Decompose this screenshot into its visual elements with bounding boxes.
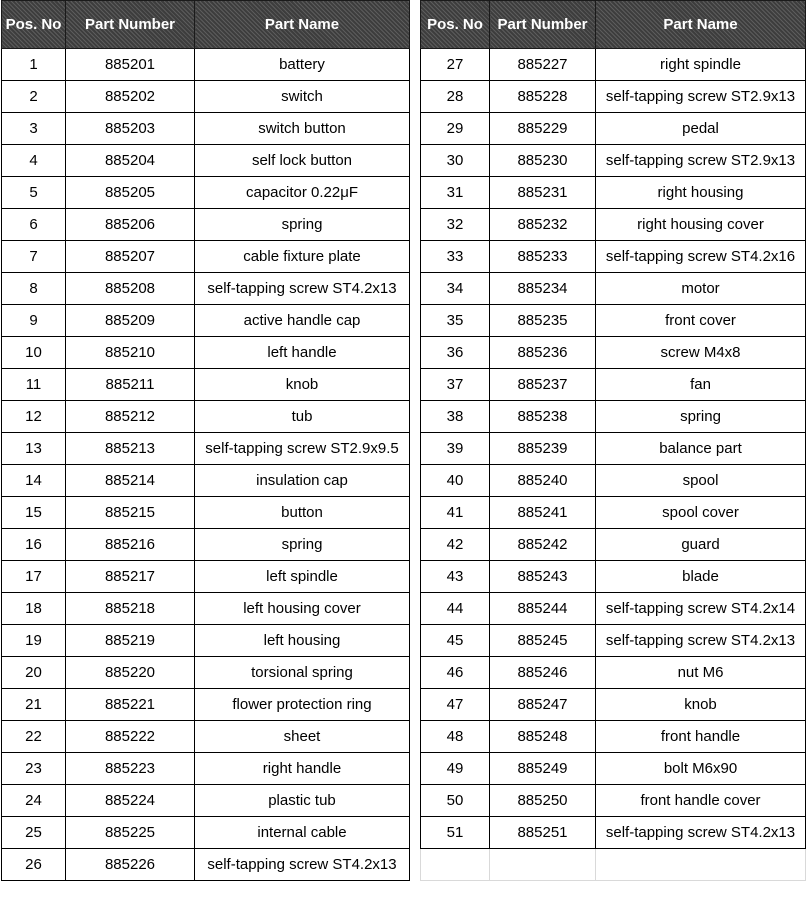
part-name-cell: flower protection ring [195, 689, 410, 721]
empty-cell [421, 849, 490, 881]
part-number-cell: 885222 [66, 721, 195, 753]
pos-no-cell: 30 [421, 145, 490, 177]
empty-cell [596, 849, 806, 881]
part-name-cell: front cover [596, 305, 806, 337]
pos-no-cell: 40 [421, 465, 490, 497]
pos-no-cell: 18 [2, 593, 66, 625]
pos-no-cell: 27 [421, 49, 490, 81]
pos-no-cell: 21 [2, 689, 66, 721]
part-name-cell: balance part [596, 433, 806, 465]
part-name-cell: right handle [195, 753, 410, 785]
part-number-cell: 885224 [66, 785, 195, 817]
part-name-cell: spring [195, 529, 410, 561]
part-name-cell: blade [596, 561, 806, 593]
table-row [2, 817, 410, 849]
header-row [421, 1, 806, 49]
part-name-cell: spool [596, 465, 806, 497]
part-number-cell: 885230 [490, 145, 596, 177]
part-number-cell: 885240 [490, 465, 596, 497]
part-name-cell: battery [195, 49, 410, 81]
table-row [2, 305, 410, 337]
pos-no-cell: 51 [421, 817, 490, 849]
pos-no-cell: 23 [2, 753, 66, 785]
pos-no-cell: 26 [2, 849, 66, 881]
pos-no-cell: 36 [421, 337, 490, 369]
pos-no-cell: 25 [2, 817, 66, 849]
part-number-cell: 885246 [490, 657, 596, 689]
part-number-cell: 885239 [490, 433, 596, 465]
table-row [2, 81, 410, 113]
table-row [421, 593, 806, 625]
part-name-cell: plastic tub [195, 785, 410, 817]
pos-no-cell: 43 [421, 561, 490, 593]
part-name-cell: screw M4x8 [596, 337, 806, 369]
pos-no-cell: 4 [2, 145, 66, 177]
pos-no-cell: 20 [2, 657, 66, 689]
part-name-cell: capacitor 0.22μF [195, 177, 410, 209]
part-number-cell: 885245 [490, 625, 596, 657]
pos-no-cell: 42 [421, 529, 490, 561]
part-number-cell: 885227 [490, 49, 596, 81]
table-row [2, 49, 410, 81]
part-number-cell: 885247 [490, 689, 596, 721]
pos-no-cell: 41 [421, 497, 490, 529]
part-number-cell: 885218 [66, 593, 195, 625]
pos-no-cell: 39 [421, 433, 490, 465]
part-name-cell: right housing cover [596, 209, 806, 241]
part-number-cell: 885203 [66, 113, 195, 145]
part-number-cell: 885217 [66, 561, 195, 593]
table-row [421, 145, 806, 177]
part-number-cell: 885236 [490, 337, 596, 369]
part-number-cell: 885231 [490, 177, 596, 209]
part-name-cell: active handle cap [195, 305, 410, 337]
table-row [2, 273, 410, 305]
part-name-header: Part Name [195, 1, 410, 49]
part-number-cell: 885206 [66, 209, 195, 241]
part-number-cell: 885223 [66, 753, 195, 785]
part-name-cell: fan [596, 369, 806, 401]
table-row [421, 465, 806, 497]
table-row [421, 401, 806, 433]
part-name-cell: switch [195, 81, 410, 113]
pos-no-cell: 11 [2, 369, 66, 401]
table-row [421, 305, 806, 337]
table-row [2, 721, 410, 753]
pos-no-cell: 32 [421, 209, 490, 241]
pos-no-cell: 17 [2, 561, 66, 593]
pos-no-cell: 1 [2, 49, 66, 81]
part-name-cell: knob [195, 369, 410, 401]
pos-no-cell: 16 [2, 529, 66, 561]
part-number-cell: 885250 [490, 785, 596, 817]
pos-no-cell: 35 [421, 305, 490, 337]
part-number-cell: 885251 [490, 817, 596, 849]
table-row [421, 689, 806, 721]
empty-cell [490, 849, 596, 881]
pos-no-header: Pos. No [2, 1, 66, 49]
table-row [421, 433, 806, 465]
table-row [2, 849, 410, 881]
table-row [2, 657, 410, 689]
table-row [2, 497, 410, 529]
header-row [2, 1, 410, 49]
part-name-cell: front handle [596, 721, 806, 753]
part-name-cell: front handle cover [596, 785, 806, 817]
part-name-cell: self-tapping screw ST4.2x16 [596, 241, 806, 273]
part-number-cell: 885242 [490, 529, 596, 561]
pos-no-cell: 6 [2, 209, 66, 241]
part-number-cell: 885243 [490, 561, 596, 593]
table-row [2, 689, 410, 721]
part-number-cell: 885228 [490, 81, 596, 113]
table-row [2, 593, 410, 625]
pos-no-cell: 10 [2, 337, 66, 369]
pos-no-cell: 12 [2, 401, 66, 433]
pos-no-cell: 46 [421, 657, 490, 689]
table-row [421, 721, 806, 753]
table-row [421, 561, 806, 593]
part-name-cell: left handle [195, 337, 410, 369]
part-number-cell: 885216 [66, 529, 195, 561]
part-name-cell: spring [195, 209, 410, 241]
table-row [421, 817, 806, 849]
part-number-cell: 885212 [66, 401, 195, 433]
table-row [421, 209, 806, 241]
part-name-cell: button [195, 497, 410, 529]
part-number-cell: 885241 [490, 497, 596, 529]
table-row [2, 529, 410, 561]
part-number-cell: 885207 [66, 241, 195, 273]
part-name-cell: right housing [596, 177, 806, 209]
part-name-cell: switch button [195, 113, 410, 145]
table-row [421, 241, 806, 273]
pos-no-cell: 50 [421, 785, 490, 817]
part-number-cell: 885213 [66, 433, 195, 465]
table-row [421, 49, 806, 81]
part-number-cell: 885205 [66, 177, 195, 209]
table-row [421, 273, 806, 305]
pos-no-cell: 5 [2, 177, 66, 209]
part-number-cell: 885249 [490, 753, 596, 785]
part-name-cell: knob [596, 689, 806, 721]
table-row [2, 625, 410, 657]
part-name-cell: self-tapping screw ST2.9x13 [596, 145, 806, 177]
table-row [2, 785, 410, 817]
pos-no-cell: 34 [421, 273, 490, 305]
pos-no-cell: 24 [2, 785, 66, 817]
table-row [2, 753, 410, 785]
pos-no-cell: 38 [421, 401, 490, 433]
part-name-cell: sheet [195, 721, 410, 753]
table-row [421, 81, 806, 113]
part-name-cell: bolt M6x90 [596, 753, 806, 785]
pos-no-cell: 47 [421, 689, 490, 721]
part-name-cell: right spindle [596, 49, 806, 81]
empty-row [421, 849, 806, 881]
part-name-cell: cable fixture plate [195, 241, 410, 273]
table-row [2, 177, 410, 209]
part-number-cell: 885235 [490, 305, 596, 337]
part-name-cell: guard [596, 529, 806, 561]
pos-no-cell: 14 [2, 465, 66, 497]
table-row [2, 209, 410, 241]
table-row [421, 657, 806, 689]
part-number-cell: 885234 [490, 273, 596, 305]
table-row [2, 241, 410, 273]
part-number-cell: 885208 [66, 273, 195, 305]
part-number-cell: 885209 [66, 305, 195, 337]
part-number-cell: 885238 [490, 401, 596, 433]
table-body-left [2, 49, 410, 881]
pos-no-cell: 13 [2, 433, 66, 465]
part-name-cell: pedal [596, 113, 806, 145]
parts-table-right [420, 0, 806, 881]
table-row [2, 561, 410, 593]
table-row [421, 177, 806, 209]
table-row [421, 113, 806, 145]
pos-no-cell: 15 [2, 497, 66, 529]
part-name-cell: internal cable [195, 817, 410, 849]
part-name-cell: self-tapping screw ST4.2x14 [596, 593, 806, 625]
part-number-cell: 885229 [490, 113, 596, 145]
part-number-cell: 885204 [66, 145, 195, 177]
pos-no-cell: 48 [421, 721, 490, 753]
pos-no-cell: 31 [421, 177, 490, 209]
part-number-cell: 885244 [490, 593, 596, 625]
part-number-cell: 885232 [490, 209, 596, 241]
part-number-cell: 885215 [66, 497, 195, 529]
table-row [421, 369, 806, 401]
part-name-cell: tub [195, 401, 410, 433]
pos-no-cell: 8 [2, 273, 66, 305]
part-name-cell: left housing [195, 625, 410, 657]
pos-no-cell: 29 [421, 113, 490, 145]
pos-no-cell: 28 [421, 81, 490, 113]
part-number-cell: 885211 [66, 369, 195, 401]
part-number-cell: 885248 [490, 721, 596, 753]
part-number-cell: 885219 [66, 625, 195, 657]
part-number-cell: 885214 [66, 465, 195, 497]
part-name-cell: motor [596, 273, 806, 305]
table-row [421, 753, 806, 785]
part-number-cell: 885220 [66, 657, 195, 689]
part-name-cell: self-tapping screw ST4.2x13 [596, 625, 806, 657]
pos-no-cell: 44 [421, 593, 490, 625]
table-row [421, 785, 806, 817]
pos-no-cell: 19 [2, 625, 66, 657]
table-row [2, 465, 410, 497]
pos-no-cell: 9 [2, 305, 66, 337]
table-row [2, 401, 410, 433]
table-row [421, 337, 806, 369]
part-number-cell: 885221 [66, 689, 195, 721]
pos-no-cell: 49 [421, 753, 490, 785]
pos-no-cell: 22 [2, 721, 66, 753]
table-row [2, 113, 410, 145]
pos-no-cell: 37 [421, 369, 490, 401]
part-number-header: Part Number [490, 1, 596, 49]
pos-no-cell: 3 [2, 113, 66, 145]
part-name-cell: left housing cover [195, 593, 410, 625]
pos-no-cell: 33 [421, 241, 490, 273]
table-row [2, 145, 410, 177]
part-number-cell: 885225 [66, 817, 195, 849]
table-row [2, 433, 410, 465]
part-name-cell: self-tapping screw ST2.9x13 [596, 81, 806, 113]
part-name-cell: self lock button [195, 145, 410, 177]
part-number-cell: 885201 [66, 49, 195, 81]
pos-no-cell: 45 [421, 625, 490, 657]
part-name-cell: spring [596, 401, 806, 433]
part-name-cell: self-tapping screw ST4.2x13 [195, 273, 410, 305]
table-row [421, 529, 806, 561]
table-body-right [421, 49, 806, 881]
part-name-cell: nut M6 [596, 657, 806, 689]
part-number-cell: 885202 [66, 81, 195, 113]
parts-table-left [1, 0, 410, 881]
part-name-cell: spool cover [596, 497, 806, 529]
part-name-cell: torsional spring [195, 657, 410, 689]
part-number-cell: 885210 [66, 337, 195, 369]
part-name-cell: self-tapping screw ST4.2x13 [596, 817, 806, 849]
part-name-cell: self-tapping screw ST2.9x9.5 [195, 433, 410, 465]
table-row [2, 337, 410, 369]
part-number-cell: 885233 [490, 241, 596, 273]
part-number-cell: 885237 [490, 369, 596, 401]
part-number-header: Part Number [66, 1, 195, 49]
pos-no-cell: 7 [2, 241, 66, 273]
part-name-header: Part Name [596, 1, 806, 49]
part-number-cell: 885226 [66, 849, 195, 881]
pos-no-cell: 2 [2, 81, 66, 113]
table-row [421, 497, 806, 529]
table-row [421, 625, 806, 657]
table-row [2, 369, 410, 401]
part-name-cell: left spindle [195, 561, 410, 593]
part-name-cell: self-tapping screw ST4.2x13 [195, 849, 410, 881]
part-name-cell: insulation cap [195, 465, 410, 497]
pos-no-header: Pos. No [421, 1, 490, 49]
